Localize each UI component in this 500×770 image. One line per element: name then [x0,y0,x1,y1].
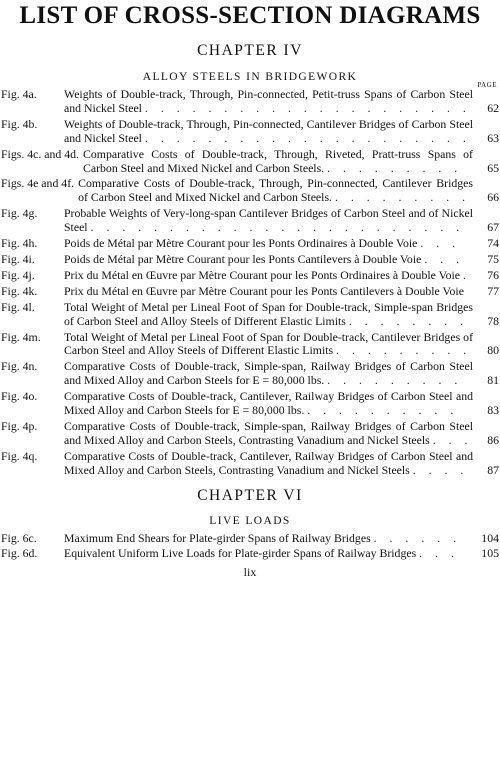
chapter-heading: CHAPTER IV [197,42,303,59]
dot-leader: . . . [424,251,465,266]
toc-entry [1,301,499,329]
figure-caption-text: Poids de Métal par Mètre Courant pour les Ponts Cantilevers à Double Voie [64,251,422,266]
toc-entry [1,532,499,546]
toc-entry [1,420,499,448]
figure-number: Fig. 4o. [1,389,38,404]
figure-caption-text: Total Weight of Metal per Lineal Foot of Span for Double-track, Simple-span Bridges of Carbon Steel and Alloy Steels of Different Elastic Limits [64,299,473,328]
page-reference: 76 [487,267,499,282]
dot-leader: . . . . . . . . . . . . . . . . . . . . . [144,130,471,145]
toc-entry [1,88,499,116]
page-reference: 105 [481,546,499,561]
figure-number: Fig. 4k. [1,283,38,298]
figure-number: Fig. 4q. [1,448,38,463]
chapter-subtitle-text: ALLOY STEELS IN BRIDGEWORK [142,71,358,83]
figure-caption-text: Prix du Métal en Œuvre par Mètre Courant pour les Ponts Cantilevers à Double Voie [64,283,464,298]
figure-number: Fig. 4m. [1,329,41,344]
dot-leader: . . . . . . . . . . . . . . . . . . . . . [144,100,471,115]
figure-caption-text: Weights of Double-track, Through, Pin-connected, Cantilever Bridges of Carbon Steel and Nickel Steel [64,116,473,145]
page-reference: 104 [481,530,499,545]
dot-leader: . . . [432,432,473,447]
figure-caption [64,547,473,561]
figure-caption-text: Comparative Costs of Double-track, Simple-span, Railway Bridges of Carbon Steel and Mixed Alloy and Carbon Steels, Contrasting Vanadium and Nickel Steels [64,418,473,447]
chapter-heading: CHAPTER VI [197,486,303,504]
toc-entry [1,148,499,176]
figure-caption [64,237,473,251]
page-reference: 80 [487,343,499,358]
figure-caption [64,88,473,116]
figure-caption-text: Probable Weights of Very-long-span Cantilever Bridges of Carbon Steel and of Nickel Steel [64,206,473,235]
figure-caption-text: Weights of Double-track, Through, Pin-connected, Petit-truss Spans of Carbon Steel and Nickel Steel [64,87,473,115]
toc-entry [1,547,499,561]
toc-entry [1,177,499,205]
figure-number: Figs. 4e and 4f. [1,176,75,191]
chapter-subtitle [1,514,499,528]
page-reference: 87 [487,462,499,477]
figure-caption-text: Comparative Costs of Double-track, Cantilever, Railway Bridges of Carbon Steel and Mixed Alloy and Carbon Steels for E = 80,000 lbs. [64,389,473,418]
figure-caption-text: Prix du Métal en Œuvre par Mètre Courant pour les Ponts Ordinaires à Double Voie [64,267,460,282]
figure-caption [78,177,473,205]
dot-leader: . . . . . . [373,530,462,545]
figure-number: Fig. 4i. [1,251,35,266]
figure-caption [64,285,473,299]
toc-entry [1,390,499,418]
toc-entry [1,360,499,388]
dot-leader: . . . . . . . . . [327,373,463,388]
page-number: lix [243,565,257,580]
chapter-subtitle-text: LIVE LOADS [209,514,291,527]
figure-caption [64,360,473,388]
page-reference: 74 [487,236,499,251]
figure-number: Fig. 6d. [1,546,38,561]
figure-number: Fig. 4j. [1,267,35,282]
figure-caption [64,253,473,267]
toc-entry [1,118,499,146]
dot-leader: . . . . . . . . . . . . . . . . . . . . . . . . [90,220,465,235]
toc-entry [1,450,499,478]
dot-leader: . . . [420,236,461,251]
figure-caption [64,420,473,448]
figure-caption-text: Comparative Costs of Double-track, Through, Riveted, Pratt-truss Spans of Carbon Steel and Mixed Nickel and Carbon Steels. [83,146,473,175]
toc-entry [1,253,499,267]
figure-caption [64,532,473,546]
page-reference: 63 [487,130,499,145]
figure-caption-text: Comparative Costs of Double-track, Through, Pin-connected, Cantilever Bridges of Carbon Steel and Mixed Nickel and Carbon Steels. [78,176,473,205]
dot-leader: . . . . . . . . . [336,343,472,358]
toc-entry [1,237,499,251]
figure-number: Fig. 4l. [1,299,35,314]
page-reference: 86 [487,432,499,447]
toc-entry [1,285,499,299]
entry-list [1,532,499,562]
page-reference: 65 [487,160,499,175]
dot-leader: . . . . . . . . . [327,160,463,175]
page-reference: 78 [487,313,499,328]
dot-leader: . . . . . . . . . . [307,403,459,418]
page-column-label: PAGE [477,81,497,89]
figure-caption [64,450,473,478]
chapter-subtitle [1,70,499,89]
dot-leader: . . . . . . . . . [334,190,471,205]
dot-leader: . [462,267,471,282]
figure-caption-text: Comparative Costs of Double-track, Simple-span, Railway Bridges of Carbon Steel and Mixed Alloy and Carbon Steels for E = 80,000 lbs. [64,359,473,388]
figure-caption [64,118,473,146]
figure-number: Fig. 4n. [1,359,38,374]
figure-caption [83,148,473,176]
figure-number: Fig. 4g. [1,206,38,221]
page-reference: 67 [487,220,499,235]
page-title: LIST OF CROSS-SECTION DIAGRAMS [19,2,481,29]
figure-number: Figs. 4c. and 4d. [1,146,79,161]
figure-caption-text: Poids de Métal par Mètre Courant pour les Ponts Ordinaires à Double Voie [64,236,418,251]
section-chapter-iv [1,42,499,478]
page-reference: 66 [487,190,499,205]
page [0,2,500,580]
figure-number: Fig. 4b. [1,116,38,131]
toc-entry [1,269,499,283]
figure-caption-text: Maximum End Shears for Plate-girder Spans of Railway Bridges [64,530,371,545]
dot-leader: . . . [419,546,459,561]
toc-entry [1,207,499,235]
figure-caption-text: Equivalent Uniform Live Loads for Plate-girder Spans of Railway Bridges [64,546,417,561]
figure-caption [64,331,473,359]
figure-caption [64,207,473,235]
figure-number: Fig. 4h. [1,236,38,251]
page-reference: 75 [487,251,499,266]
figure-caption [64,301,473,329]
page-reference: 62 [487,100,499,115]
page-reference: 83 [487,403,499,418]
page-reference: 81 [487,373,499,388]
section-chapter-vi [1,487,499,562]
figure-caption [64,390,473,418]
figure-number: Fig. 6c. [1,530,37,545]
figure-number: Fig. 4p. [1,418,38,433]
figure-number: Fig. 4a. [1,87,37,101]
figure-caption-text: Comparative Costs of Double-track, Cantilever, Railway Bridges of Carbon Steel and Mixed Alloy and Carbon Steels, Contrasting Vanadium and Nickel Steels [64,448,473,477]
dot-leader: . . . . [412,462,469,477]
figure-caption [64,269,473,283]
entry-list [1,88,499,478]
dot-leader: . . . . . . . . [348,313,469,328]
toc-entry [1,331,499,359]
page-reference: 77 [487,283,499,298]
figure-caption-text: Total Weight of Metal per Lineal Foot of Span for Double-track, Cantilever Bridges of Carbon Steel and Alloy Steels of Different Elastic Limits [64,329,473,358]
